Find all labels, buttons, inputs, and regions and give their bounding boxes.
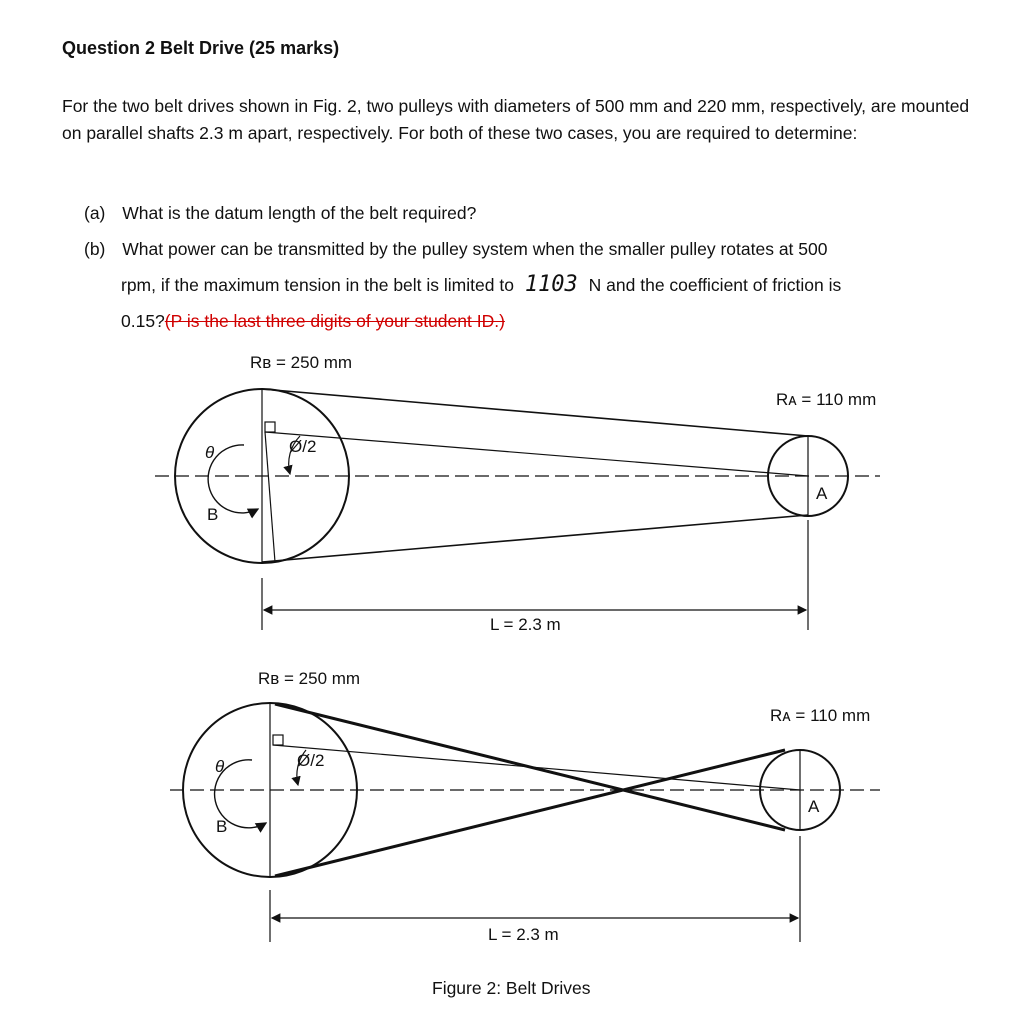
belt-upper <box>262 389 808 436</box>
distance-label-2: L = 2.3 m <box>488 925 559 944</box>
theta-label: θ <box>205 443 215 462</box>
open-belt-drive <box>155 389 880 630</box>
part-a-text: What is the datum length of the belt required? <box>122 203 477 223</box>
ra-label-2: Rᴀ = 110 mm <box>770 706 871 725</box>
angle-line-lower <box>265 432 275 562</box>
half-angle-label-2: Ø/2 <box>297 751 325 770</box>
part-b-marker: (b) <box>84 239 106 259</box>
angle-line-upper <box>273 745 800 790</box>
right-angle-mark <box>265 422 275 432</box>
distance-label: L = 2.3 m <box>490 615 561 634</box>
question-intro: For the two belt drives shown in Fig. 2, two pulleys with diameters of 500 mm and 220 mm, respectively, are mounted on parallel shafts 2.3 m apart, respectively. For both of these two cases, you are required to determine: <box>62 96 970 143</box>
pulley-a-label-2: A <box>808 797 820 816</box>
part-a-marker: (a) <box>84 203 106 223</box>
part-b-line2-before: rpm, if the maximum tension in the belt is limited to <box>121 275 514 295</box>
figure-caption: Figure 2: Belt Drives <box>432 978 591 998</box>
right-angle-mark <box>273 735 283 745</box>
pulley-b-label: B <box>207 505 219 524</box>
struck-out-note: (P is the last three digits of your student ID.) <box>164 311 505 331</box>
half-angle-label: Ø/2 <box>289 437 317 456</box>
theta-arc <box>208 445 258 513</box>
rb-label-2: Rʙ = 250 mm <box>258 669 361 688</box>
crossed-belt-drive <box>170 703 880 942</box>
handwritten-tension-value: 1103 <box>524 272 578 297</box>
ra-label: Rᴀ = 110 mm <box>776 390 877 409</box>
part-b-line3-before: 0.15? <box>121 311 165 331</box>
pulley-a-label: A <box>816 484 828 503</box>
theta-label-2: θ <box>215 757 225 776</box>
rb-label: Rʙ = 250 mm <box>250 353 353 372</box>
part-b-line2-after: N and the coefficient of friction is <box>588 275 842 295</box>
pulley-b-label-2: B <box>216 817 228 836</box>
belt-cross-2 <box>275 750 785 876</box>
question-title: Question 2 Belt Drive (25 marks) <box>62 38 340 58</box>
belt-lower <box>262 515 808 562</box>
part-b-line1: What power can be transmitted by the pulley system when the smaller pulley rotates at 500 <box>122 239 828 259</box>
